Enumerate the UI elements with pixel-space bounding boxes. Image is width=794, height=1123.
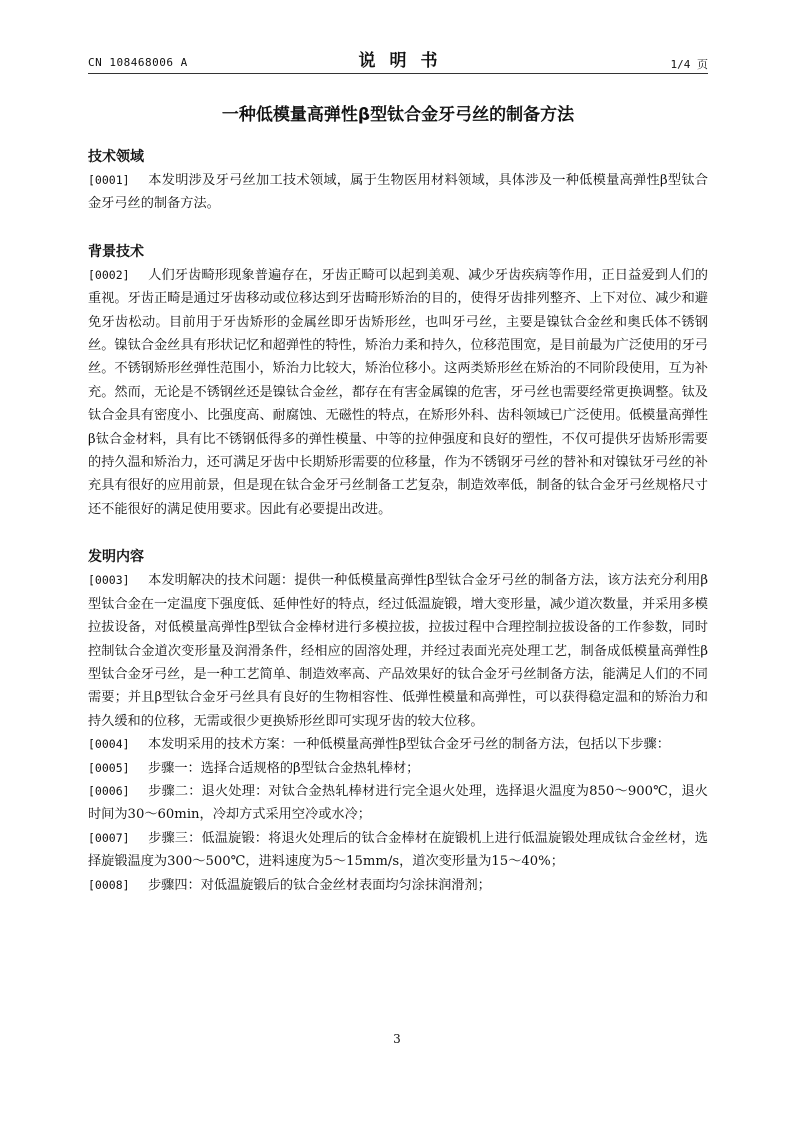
paragraph-number: [0004] — [88, 737, 130, 752]
page-number: 3 — [393, 1032, 401, 1046]
paragraph-number: [0006] — [88, 783, 130, 798]
section-spacer — [88, 216, 708, 240]
section-heading-summary: 发明内容 — [88, 549, 144, 566]
paragraph-text: 本发明涉及牙弓丝加工技术领域，属于生物医用材料领域，具体涉及一种低模量高弹性β型钛合金牙弓丝的制备方法。 — [88, 173, 708, 212]
paragraph-text: 本发明采用的技术方案：一种低模量高弹性β型钛合金牙弓丝的制备方法，包括以下步骤： — [148, 737, 670, 753]
paragraph-number: [0005] — [88, 760, 130, 775]
page-indicator: 1/4 页 — [670, 58, 708, 71]
paragraph-number: [0007] — [88, 830, 130, 845]
section-spacer — [88, 521, 708, 545]
paragraph-number: [0002] — [88, 267, 130, 282]
paragraph-0002 — [88, 264, 708, 521]
patent-number: CN 108468006 A — [88, 56, 188, 69]
page-header — [88, 44, 708, 74]
paragraph-0006 — [88, 780, 708, 827]
paragraph-0008 — [88, 874, 708, 897]
section-heading-background: 背景技术 — [88, 243, 144, 260]
paragraph-0003 — [88, 569, 708, 733]
paragraph-text: 步骤四：对低温旋锻后的钛合金丝材表面均匀涂抹润滑剂； — [148, 877, 491, 893]
paragraph-text: 人们牙齿畸形现象普遍存在，牙齿正畸可以起到美观、减少牙齿疾病等作用，正日益爱到人们的重视。牙齿正畸是通过牙齿移动或位移达到牙齿畸形矫治的目的，使得牙齿排列整齐、上下对位、减少和避免牙齿松动。目前用于牙齿矫形的金属丝即牙齿矫形丝，也叫牙弓丝，主要是镍钛合金丝和奥氏体不锈钢丝。镍钛合金丝具有形状记忆和超弹性的特性，矫治力柔和持久，位移范围宽，是目前最为广泛使用的牙弓丝。不锈钢矫形丝弹性范围小，矫治力比较大，矫治位移小。这两类矫形丝在矫治的不同阶段使用，互为补充。然而，无论是不锈钢丝还是镍钛合金丝，都存在有害金属镍的危害，牙弓丝也需要经常更换调整。钛及钛合金具有密度小、比强度高、耐腐蚀、无磁性的特点，在矫形外科、齿科领域已广泛使用。低模量高弹性β钛合金材料，具有比不锈钢低得多的弹性模量、中等的拉伸强度和良好的塑性，不仅可提供牙齿矫形需要的持久温和矫治力，还可满足牙齿中长期矫形需要的位移量，作为不锈钢牙弓丝的替补和对镍钛牙弓丝的补充具有很好的应用前景，但是现在钛合金牙弓丝制备工艺复杂，制造效率低，制备的钛合金牙弓丝规格尺寸还不能很好的满足使用要求。因此有必要提出改进。 — [88, 267, 708, 517]
paragraph-0001 — [88, 169, 708, 216]
document-body — [88, 145, 708, 897]
paragraph-text: 步骤二：退火处理：对钛合金热轧棒材进行完全退火处理，选择退火温度为850～900℃，退火时间为30～60min，冷却方式采用空冷或水冷； — [88, 783, 708, 823]
section-heading-technical-field: 技术领域 — [88, 149, 144, 165]
paragraph-0005 — [88, 757, 708, 780]
paragraph-text: 步骤一：选择合适规格的β型钛合金热轧棒材； — [148, 760, 420, 776]
paragraph-number: [0008] — [88, 877, 130, 892]
document-type: 说明书 — [358, 51, 452, 71]
paragraph-number: [0001] — [88, 173, 130, 187]
paragraph-text: 步骤三：低温旋锻：将退火处理后的钛合金棒材在旋锻机上进行低温旋锻处理成钛合金丝材，选择旋锻温度为300～500℃，进料速度为5～15mm/s，道次变形量为15～40%； — [88, 830, 708, 870]
paragraph-0007 — [88, 827, 708, 874]
header-divider — [88, 73, 708, 74]
paragraph-number: [0003] — [88, 573, 130, 588]
paragraph-text: 本发明解决的技术问题：提供一种低模量高弹性β型钛合金牙弓丝的制备方法，该方法充分利用β型钛合金在一定温度下强度低、延伸性好的特点，经过低温旋锻，增大变形量，减少道次数量，并采用多模拉拔设备，对低模量高弹性β型钛合金棒材进行多模拉拔，拉拔过程中合理控制拉拔设备的工作参数，同时控制钛合金道次变形量及润滑条件，经相应的固溶处理，并经过表面光亮处理工艺，制备成低模量高弹性β型钛合金牙弓丝，是一种工艺简单、制造效率高、产品效果好的钛合金牙弓丝制备方法，能满足人们的不同需要；并且β型钛合金牙弓丝具有良好的生物相容性、低弹性模量和高弹性，可以获得稳定温和的矫治力和持久缓和的位移，无需或很少更换矫形丝即可实现牙齿的较大位移。 — [88, 573, 708, 729]
document-title: 一种低模量高弹性β型钛合金牙弓丝的制备方法 — [221, 105, 575, 125]
paragraph-0004 — [88, 733, 708, 756]
